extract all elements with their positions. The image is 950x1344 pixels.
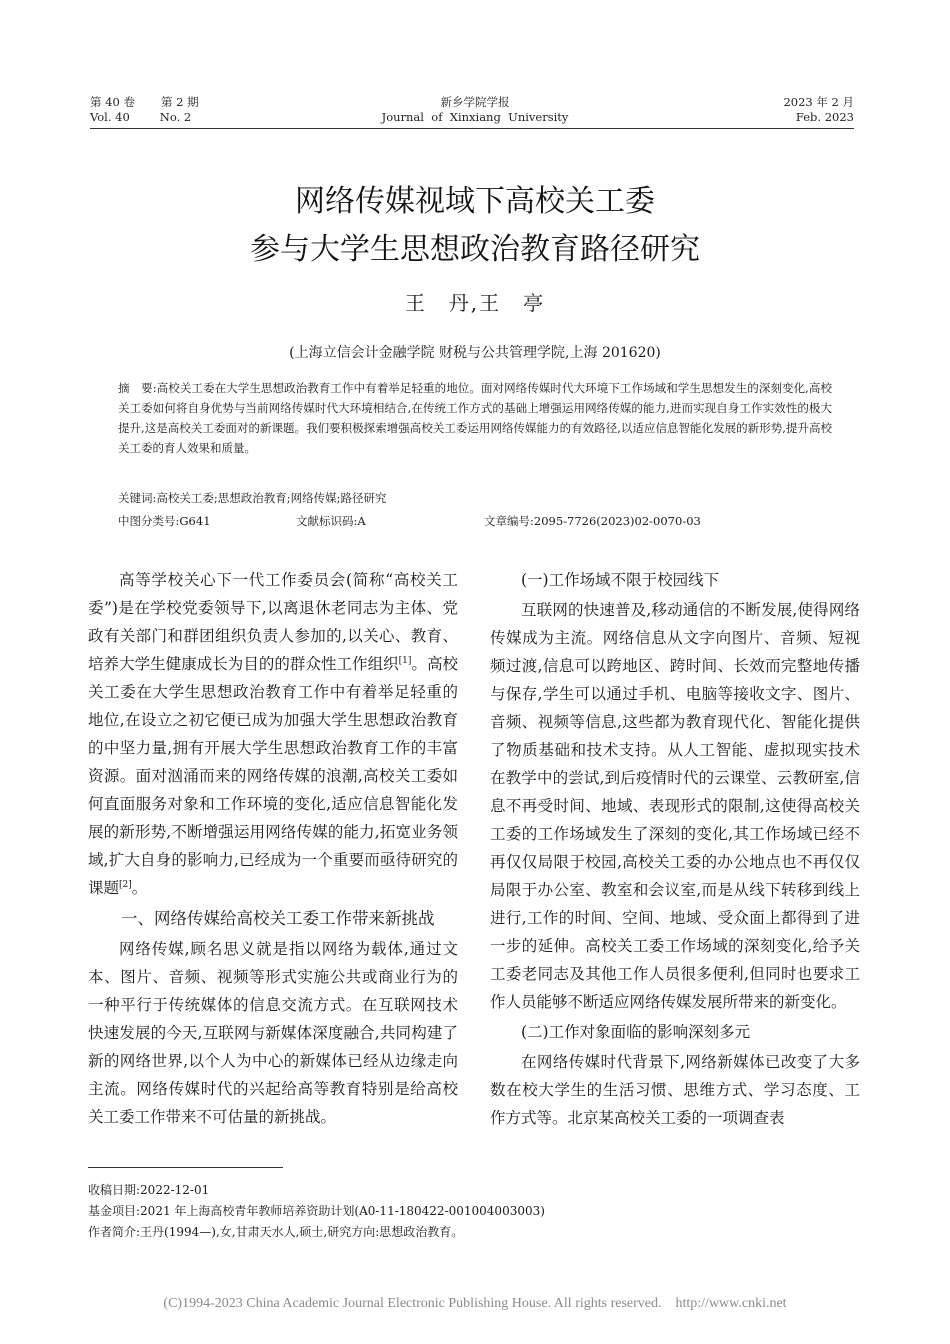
section-1-paragraph: 网络传媒,顾名思义就是指以网络为载体,通过文本、图片、音频、视频等形式实施公共或商业行为的一种平行于传统媒体的信息交流方式。在互联网技术快速发展的今天,互联网与新媒体深度融合,共同构建了新的网络世界,以个人为中心的新媒体已经从边缘走向主流。网络传媒时代的兴起给高等教育特别是给高校关工委工作带来不可估量的新挑战。: [88, 940, 458, 1126]
footnote-received: 收稿日期:2022-12-01: [88, 1183, 210, 1197]
intro-paragraph: [88, 566, 458, 902]
abstract-label: 摘 要:: [118, 381, 157, 395]
clc-number: 中图分类号:G641: [118, 514, 211, 528]
section-heading-1: 一、网络传媒给高校关工委工作带来新挑战: [121, 909, 435, 928]
article-number: 文章编号:2095-7726(2023)02-0070-03: [484, 514, 701, 528]
paper-title-line-2: 参与大学生思想政治教育路径研究: [250, 232, 700, 267]
intro-text-b: 。高校关工委在大学生思想政治教育工作中有着举足轻重的地位,在设立之初它便已成为加强大学生思想政治教育的中坚力量,拥有开展大学生思想政治教育工作的丰富资源。面对汹涌而来的网络传媒的浪潮,高校关工委如何直面服务对象和工作环境的变化,适应信息智能化发展的新形势,不断增强运用网络传媒的能力,拓宽业务领域,扩大自身的影响力,已经成为一个重要而亟待研究的课题: [88, 655, 458, 897]
date-en: Feb. 2023: [795, 110, 854, 124]
keywords: 关键词:高校关工委;思想政治教育;网络传媒;路径研究: [118, 491, 387, 505]
volume-en: Vol. 40: [90, 110, 130, 124]
subsection-heading-1: (一)工作场域不限于校园线下: [521, 571, 720, 589]
citation-1[interactable]: [1]: [398, 655, 412, 666]
date-cn: 2023 年 2 月: [783, 95, 854, 109]
header-volume-issue: [90, 95, 199, 125]
subsection-heading-2: (二)工作对象面临的影响深刻多元: [521, 1023, 751, 1041]
intro-text-a: 高等学校关心下一代工作委员会(简称“高校关工委”)是在学校党委领导下,以离退休老同志为主体、党政有关部门和群团组织负责人参加的,以关心、教育、培养大学生健康成长为目的的群众性工作组织: [88, 571, 458, 673]
footnote-bio: 作者简介:王丹(1994—),女,甘肃天水人,硕士,研究方向:思想政治教育。: [88, 1225, 464, 1239]
subsection-2-paragraph: 在网络传媒时代背景下,网络新媒体已改变了大多数在校大学生的生活习惯、思维方式、学习态度、工作方式等。北京某高校关工委的一项调查表: [490, 1053, 860, 1127]
header-journal: [300, 95, 650, 125]
intro-text-c: 。: [131, 879, 148, 897]
footnote-rule: [88, 1167, 283, 1168]
footnote-fund: 基金项目:2021 年上海高校青年教师培养资助计划(A0-11-180422-001004003003): [88, 1204, 545, 1218]
subsection-1-paragraph: 互联网的快速普及,移动通信的不断发展,使得网络传媒成为主流。网络信息从文字向图片、音频、短视频过渡,信息可以跨地区、跨时间、长效而完整地传播与保存,学生可以通过手机、电脑等接收文字、图片、音频、视频等信息,这些都为教育现代化、智能化提供了物质基础和技术支持。从人工智能、虚拟现实技术在教学中的尝试,到后疫情时代的云课堂、云教研室,信息不再受时间、地域、表现形式的限制,这使得高校关工委的工作场域发生了深刻的变化,其工作场域已经不再仅仅局限于校园,高校关工委的办公地点也不再仅仅局限于办公室、教室和会议室,而是从线下转移到线上进行,工作的时间、空间、地域、受众面上都得到了进一步的延伸。高校关工委工作场域的深刻变化,给予关工委老同志及其他工作人员很多便利,但同时也要求工作人员能够不断适应网络传媒发展所带来的新变化。: [490, 601, 860, 1011]
affiliation: (上海立信会计金融学院 财税与公共管理学院,上海 201620): [289, 345, 661, 361]
header-rule: [90, 128, 854, 129]
journal-cn: 新乡学院学报: [440, 95, 510, 109]
volume-cn: 第 40 卷: [90, 95, 135, 109]
copyright-line: (C)1994-2023 China Academic Journal Electronic Publishing House. All rights reserved. http://www.cnki.net: [163, 1296, 787, 1311]
body-right-column: [490, 566, 860, 1132]
document-code: 文献标识码:A: [296, 514, 366, 528]
issue-cn: 第 2 期: [160, 95, 199, 109]
citation-2[interactable]: [2]: [119, 879, 132, 890]
issue-en: No. 2: [159, 110, 192, 124]
header-date: [783, 95, 854, 125]
authors: 王 丹,王 亭: [404, 291, 546, 315]
paper-title-line-1: 网络传媒视域下高校关工委: [295, 184, 655, 219]
abstract: [118, 378, 832, 458]
body-left-column: [88, 566, 458, 1131]
abstract-text: 高校关工委在大学生思想政治教育工作中有着举足轻重的地位。面对网络传媒时代大环境下工作场域和学生思想发生的深刻变化,高校关工委如何将自身优势与当前网络传媒时代大环境相结合,在传统工作方式的基础上增强运用网络传媒的能力,进而实现自身工作实效性的极大提升,这是高校关工委面对的新课题。我们要积极探索增强高校关工委运用网络传媒能力的有效路径,以适应信息智能化发展的新形势,提升高校关工委的育人效果和质量。: [118, 381, 833, 455]
journal-en: Journal of Xinxiang University: [381, 110, 569, 124]
